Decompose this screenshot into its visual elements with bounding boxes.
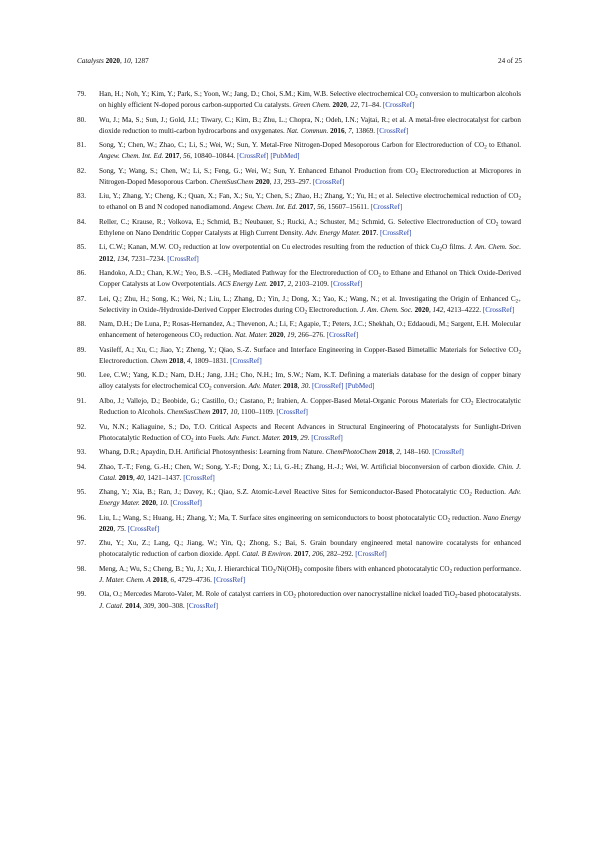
reference-item xyxy=(77,268,521,290)
reference-number: 81. xyxy=(77,141,86,150)
crossref-link[interactable]: [CrossRef] xyxy=(276,408,308,417)
crossref-link[interactable]: [CrossRef] xyxy=(382,101,415,110)
reference-item xyxy=(77,487,521,509)
crossref-link[interactable]: [CrossRef] xyxy=(311,433,343,442)
reference-number: 99. xyxy=(77,590,86,599)
reference-text: Nam, D.H.; De Luna, P.; Rosas-Hernandez, A.; Thevenon, A.; Li, F.; Agapie, T.; Peters, J.C.; Shekhah, O.; Eddaoudi, M.; Sargent, E.H. Molecular enhancement of heterogeneous $CO_2$ reduction. Nat. Mater. 2020, 19, 266–276. [CrossRef] xyxy=(99,320,521,341)
reference-list xyxy=(77,89,521,615)
crossref-link[interactable]: [CrossRef] xyxy=(213,575,246,584)
crossref-link[interactable]: [CrossRef] xyxy=(482,305,515,314)
reference-item xyxy=(77,589,521,611)
reference-number: 96. xyxy=(77,513,86,522)
reference-item xyxy=(77,191,521,213)
reference-number: 91. xyxy=(77,396,86,405)
reference-number: 93. xyxy=(77,448,86,457)
crossref-link[interactable]: [CrossRef] xyxy=(167,254,199,263)
crossref-link[interactable]: [CrossRef] xyxy=(312,177,345,186)
crossref-link[interactable]: [CrossRef] xyxy=(170,499,202,508)
reference-number: 90. xyxy=(77,371,86,380)
reference-item xyxy=(77,513,521,535)
reference-text: Liu, L.; Wang, S.; Huang, H.; Zhang, Y.; Ma, T. Surface sites engineering on semiconductors to boost photocatalytic $CO_2$ reduction. Nano Energy 2020, 75. [CrossRef] xyxy=(99,513,521,533)
reference-text: Lei, Q.; Zhu, H.; Song, K.; Wei, N.; Liu, L.; Zhang, D.; Yin, J.; Dong, X.; Yao, K.; Wang, N.; et al. Investigating the Origin of Enhanced $C_{2+}$ Selectivity in Oxide-/Hydroxide-Derived Copper Electrodes during $CO_2$ Electroreduction. J. Am. Chem. Soc. 2020, 142, 4213–4222. [CrossRef] xyxy=(99,294,521,316)
reference-number: 98. xyxy=(77,564,86,573)
reference-text: Ola, O.; Mercedes Maroto-Valer, M. Role of catalyst carriers in $CO_2$ photoreduction over nanocrystalline nickel loaded TiO$_2$-based photocatalysts. J. Catal. 2014, 309, 300–308. [CrossRef] xyxy=(99,590,521,610)
reference-text: Zhang, Y.; Xia, B.; Ran, J.; Davey, K.; Qiao, S.Z. Atomic-Level Reactive Sites for Semiconductor-Based Photocatalytic $CO_2$ Reduction. Adv. Energy Mater. 2020, 10. [CrossRef] xyxy=(99,488,521,508)
journal-volume: 10 xyxy=(123,57,131,65)
reference-number: 97. xyxy=(77,539,86,548)
reference-text: Whang, D.R.; Apaydin, D.H. Artificial Photosynthesis: Learning from Nature. ChemPhotoChem 2018, 2, 148–160. [CrossRef] xyxy=(99,448,464,457)
reference-number: 82. xyxy=(77,166,86,175)
reference-number: 88. xyxy=(77,320,86,329)
reference-text: Song, Y.; Chen, W.; Zhao, C.; Li, S.; Wei, W.; Sun, Y. Metal-Free Nitrogen-Doped Mesoporous Carbon for Electroreduction of $CO_2$ to Ethanol. Angew. Chem. Int. Ed. 2017, 56, 10840–10844. [CrossRef] [PubMed] xyxy=(99,141,521,161)
reference-item xyxy=(77,447,521,458)
reference-number: 79. xyxy=(77,90,86,98)
reference-item xyxy=(77,319,521,341)
reference-item xyxy=(77,462,521,484)
reference-text: Lee, C.W.; Yang, K.D.; Nam, D.H.; Jang, J.H.; Cho, N.H.; Im, S.W.; Nam, K.T. Defining a materials database for the design of copper binary alloy catalysts for electrochemical $CO_2$ conversion. Adv. Mater. 2018, 30. [CrossRef] [PubMed] xyxy=(99,371,521,392)
reference-item xyxy=(77,538,521,560)
crossref-link[interactable]: [CrossRef] xyxy=(330,280,363,289)
journal-name: Catalysts xyxy=(77,57,104,65)
reference-text: Song, Y.; Wang, S.; Chen, W.; Li, S.; Feng, G.; Wei, W.; Sun, Y. Enhanced Ethanol Production from $CO_2$ Electroreduction at Micropores in Nitrogen-Doped Mesoporous Carbon. ChemSusChem 2020, 13, 293–297. [CrossRef] xyxy=(99,166,522,186)
crossref-link[interactable]: [CrossRef] xyxy=(432,448,464,457)
reference-text: Handoko, A.D.; Chan, K.W.; Yeo, B.S. $-CH_3$ Mediated Pathway for the Electroreduction of $CO_2$ to Ethane and Ethanol on Thick Oxide-Derived Copper Catalysts at Low Overpotentials. ACS Energy Lett. 2017, 2, 2103–2109. [CrossRef] xyxy=(99,269,521,289)
reference-item xyxy=(77,115,521,137)
reference-number: 84. xyxy=(77,217,86,226)
reference-text: Wu, J.; Ma, S.; Sun, J.; Gold, J.I.; Tiwary, C.; Kim, B.; Zhu, L.; Chopra, N.; Odeh, I.N.; Vajtai, R.; et al. A metal-free electrocatalyst for carbon dioxide reduction to multi-carbon hydrocarbons and oxygenates. Nat. Commun. 2016, 7, 13869. [CrossRef] xyxy=(99,115,521,135)
pubmed-link[interactable]: [PubMed] xyxy=(345,382,375,391)
reference-item xyxy=(77,242,521,264)
reference-text: Albo, J.; Vallejo, D.; Beobide, G.; Castillo, O.; Castano, P.; Irabien, A. Copper-Based Metal-Organic Porous Materials for $CO_2$ Electrocatalytic Reduction to Alcohols. ChemSusChem 2017, 10, 1100–1109. [CrossRef] xyxy=(99,396,521,417)
reference-text: Zhu, Y.; Xu, Z.; Lang, Q.; Jiang, W.; Yin, Q.; Zhong, S.; Bai, S. Grain boundary engineered metal nanowire cocatalysts for enhanced photocatalytic reduction of carbon dioxide. Appl. Catal. B Environ. 2017, 206, 282–292. [CrossRef] xyxy=(99,539,521,559)
reference-item xyxy=(77,89,521,111)
crossref-link[interactable]: [CrossRef] xyxy=(183,473,215,482)
crossref-link[interactable]: [CrossRef] xyxy=(230,356,262,365)
reference-item xyxy=(77,294,521,316)
reference-text: Li, C.W.; Kanan, M.W. $CO_2$ reduction at low overpotential on Cu electrodes resulting from the reduction of thick $Cu_2O$ films. J. Am. Chem. Soc. 2012, 134, 7231–7234. [CrossRef] xyxy=(99,243,521,263)
reference-item xyxy=(77,140,521,162)
journal-year: 2020 xyxy=(105,57,120,65)
reference-text: Vasileff, A.; Xu, C.; Jiao, Y.; Zheng, Y.; Qiao, S.-Z. Surface and Interface Engineering in Copper-Based Bimetallic Materials for Selective $CO_2$ Electroreduction. Chem 2018, 4, 1809–1831. [CrossRef] xyxy=(99,345,521,365)
reference-text: Meng, A.; Wu, S.; Cheng, B.; Yu, J.; Xu, J. Hierarchical $TiO_2/Ni(OH)_2$ composite fibers with enhanced photocatalytic $CO_2$ reduction performance. J. Mater. Chem. A 2018, 6, 4729–4736. [CrossRef] xyxy=(99,564,521,584)
reference-number: 86. xyxy=(77,269,86,278)
article-number: 1287 xyxy=(134,57,149,65)
crossref-link[interactable]: [CrossRef] xyxy=(370,203,403,212)
pubmed-link[interactable]: [PubMed] xyxy=(270,152,300,161)
reference-text: Reller, C.; Krause, R.; Volkova, E.; Schmid, B.; Neubauer, S.; Rucki, A.; Schuster, M.; Schmid, G. Selective Electroreduction of $CO_2$ toward Ethylene on Nano Dendritic Copper Catalysts at High Current Density. Adv. Energy Mater. 2017. [CrossRef] xyxy=(99,217,521,237)
reference-item xyxy=(77,370,521,392)
reference-number: 95. xyxy=(77,488,86,497)
reference-text: Zhao, T.-T.; Feng, G.-H.; Chen, W.; Song, Y.-F.; Dong, X.; Li, G.-H.; Zhang, H.-J.; Wei, W. Artificial bioconversion of carbon dioxide. Chin. J. Catal. 2019, 40, 1421–1437. [CrossRef] xyxy=(99,462,522,482)
reference-item xyxy=(77,396,521,418)
reference-item xyxy=(77,422,521,444)
crossref-link[interactable]: [CrossRef] xyxy=(237,152,269,161)
reference-item xyxy=(77,217,521,239)
crossref-link[interactable]: [CrossRef] xyxy=(127,524,160,533)
reference-number: 89. xyxy=(77,345,86,354)
reference-text: Liu, Y.; Zhang, Y.; Cheng, K.; Quan, X.; Fan, X.; Su, Y.; Chen, S.; Zhao, H.; Zhang, Y.; Yu, H.; et al. Selective electrochemical reduction of $CO_2$ to ethanol on B and N codoped nanodiamond. Angew. Chem. Int. Ed. 2017, 56, 15607–15611. [CrossRef] xyxy=(99,192,521,212)
reference-text: Han, H.; Noh, Y.; Kim, Y.; Park, S.; Yoon, W.; Jang, D.; Choi, S.M.; Kim, W.B. Selective electrochemical $CO_2$ conversion to multicarbon alcohols on highly efficient N-doped porous carbon-supported Cu catalysts. Green Chem. 2020, 22, 71–84. [CrossRef] xyxy=(99,90,521,110)
reference-text: Vu, N.N.; Kaliaguine, S.; Do, T.O. Critical Aspects and Recent Advances in Structural Engineering of Photocatalysts for Sunlight-Driven Photocatalytic Reduction of $CO_2$ into Fuels. Adv. Funct. Mater. 2019, 29. [CrossRef] xyxy=(99,422,521,444)
reference-number: 87. xyxy=(77,294,86,303)
reference-item xyxy=(77,345,521,367)
crossref-link[interactable]: [CrossRef] xyxy=(376,126,409,135)
reference-number: 94. xyxy=(77,462,86,471)
crossref-link[interactable]: [CrossRef] xyxy=(326,331,359,340)
reference-number: 85. xyxy=(77,243,86,252)
reference-number: 83. xyxy=(77,192,86,201)
page-number: 24 of 25 xyxy=(498,57,522,65)
crossref-link[interactable]: [CrossRef] xyxy=(186,601,218,610)
reference-number: 92. xyxy=(77,422,86,431)
running-header: Catalysts 2020, 10, 1287 24 of 25 xyxy=(77,57,522,65)
crossref-link[interactable]: [CrossRef] xyxy=(355,550,387,559)
reference-item xyxy=(77,166,521,188)
crossref-link[interactable]: [CrossRef] xyxy=(311,382,344,391)
reference-item xyxy=(77,564,521,586)
reference-number: 80. xyxy=(77,115,86,124)
crossref-link[interactable]: [CrossRef] xyxy=(380,228,412,237)
